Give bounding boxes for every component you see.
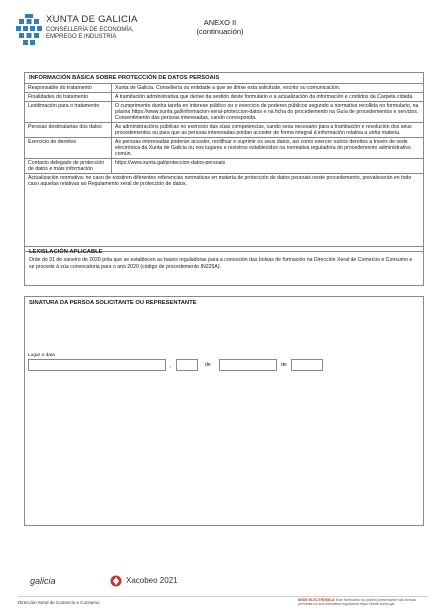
- table-row: [25, 138, 423, 159]
- department-line-1: CONSELLERÍA DE ECONOMÍA,: [46, 27, 134, 33]
- row-value: https://www.xunta.gal/proteccion-datos-persoais: [112, 159, 424, 174]
- de-separator-1: de: [205, 362, 211, 368]
- year-input[interactable]: [291, 359, 323, 371]
- table-row: [25, 93, 423, 102]
- signature-heading: SINATURA DA PERSOA SOLICITANTE OU REPRESENTANTE: [29, 300, 197, 306]
- row-value: As administracións públicas no exercicio das súas competencias, cando sexa necesario para a tramitación e resolución dos seus procedementos ou para que as persoas interesadas poidan acceder de forma integral á información relativa a unha materia.: [112, 123, 424, 138]
- table-row: [25, 84, 423, 93]
- sede-url[interactable]: https://sede.xunta.gal: [360, 602, 395, 607]
- xacobeo-shell-icon: [110, 575, 122, 587]
- row-key: Contacto delegado de protección de datos e máis información: [25, 159, 112, 174]
- legislation-text: Orde do 31 de xaneiro de 2020 pola que se establecen as bases reguladoras para a concesión das bolsas de formación na Dirección Xeral de Comercio e Consumo e se procede á súa convocatoria para o ano 2020 (código de procedemento IN225A).: [29, 257, 413, 270]
- department-name: [46, 27, 186, 41]
- annex-title: ANEXO II: [203, 18, 237, 27]
- xunta-logo: [16, 14, 176, 52]
- annex-subtitle: (continuación): [196, 27, 244, 36]
- org-name: XUNTA DE GALICIA: [46, 14, 138, 25]
- comma-separator: ,: [170, 363, 172, 369]
- day-input[interactable]: [176, 359, 198, 371]
- de-separator-2: de: [281, 362, 287, 368]
- row-key: Exercicio de dereitos: [25, 138, 112, 159]
- row-key: Responsable do tratamento: [25, 84, 112, 93]
- xacobeo-logo: Xacobeo 2021: [126, 576, 178, 585]
- month-input[interactable]: [219, 359, 277, 371]
- row-value: A tramitación administrativa que derive da xestión deste formulario e a actualización da información e contidos da Carpeta cidadá.: [112, 93, 424, 102]
- place-date-label: Lugar e data: [28, 353, 55, 358]
- footer-sede-note: [298, 598, 428, 606]
- table-row: [25, 159, 423, 174]
- footer-divider: [18, 596, 428, 597]
- data-protection-section: [24, 72, 424, 252]
- signature-section: [24, 296, 424, 526]
- data-protection-heading: INFORMACIÓN BÁSICA SOBRE PROTECCIÓN DE DATOS PERSOAIS: [25, 73, 423, 84]
- sede-text: Este formulario só poderá presentarse nas formas previstas na súa normativa reguladora: [298, 598, 416, 607]
- sede-label: SEDE ELECTRÓNICA: [298, 598, 335, 602]
- data-protection-table: [25, 84, 423, 174]
- legislation-heading: LEXISLACIÓN APLICABLE: [29, 249, 103, 255]
- legislation-section: [24, 246, 424, 286]
- annex-heading: [170, 18, 270, 36]
- table-row: [25, 102, 423, 123]
- xunta-emblem-icon: [16, 14, 42, 48]
- department-line-2: EMPREGO E INDUSTRIA: [46, 34, 117, 40]
- row-value: Xunta de Galicia. Consellería ou entidade a que se dirixe esta solicitude, escrito ou comunicación.: [112, 84, 424, 93]
- row-key: Lexitimación para o tratamento: [25, 102, 112, 123]
- normative-update-note: Actualización normativa: no caso de existiren diferentes referencias normativas en materia de protección de datos persoais neste procedemento, prevalecerán en todo caso aquelas relativas ao Regulamento xeral de protección de datos.: [28, 175, 412, 187]
- place-input[interactable]: [28, 359, 166, 371]
- row-key: Finalidades do tratamento: [25, 93, 112, 102]
- footer-department: Dirección Xeral de Comercio e Consumo: [18, 600, 100, 605]
- galicia-logo: galicia: [30, 576, 56, 586]
- row-key: Persoas destinatarias dos datos: [25, 123, 112, 138]
- row-value: As persoas interesadas poderán acceder, rectificar e suprimir os seus datos, así como exercer outros dereitos a través de sede electrónica da Xunta de Galicia ou nos lugares e rexistros establecidos na normativa reguladora do procedemento administrativo común.: [112, 138, 424, 159]
- table-row: [25, 123, 423, 138]
- row-value: O cumprimento dunha tarefa en interese público ou o exercicio de poderes públicos segundo a normativa recollida no formulario, na páxina https://www.xunta.gal/informacion-xeral-proteccion-datos e na ficha do procedemento na Guía de procedementos e servizos. Consentimento das persoas interesadas, cando corresponda.: [112, 102, 424, 123]
